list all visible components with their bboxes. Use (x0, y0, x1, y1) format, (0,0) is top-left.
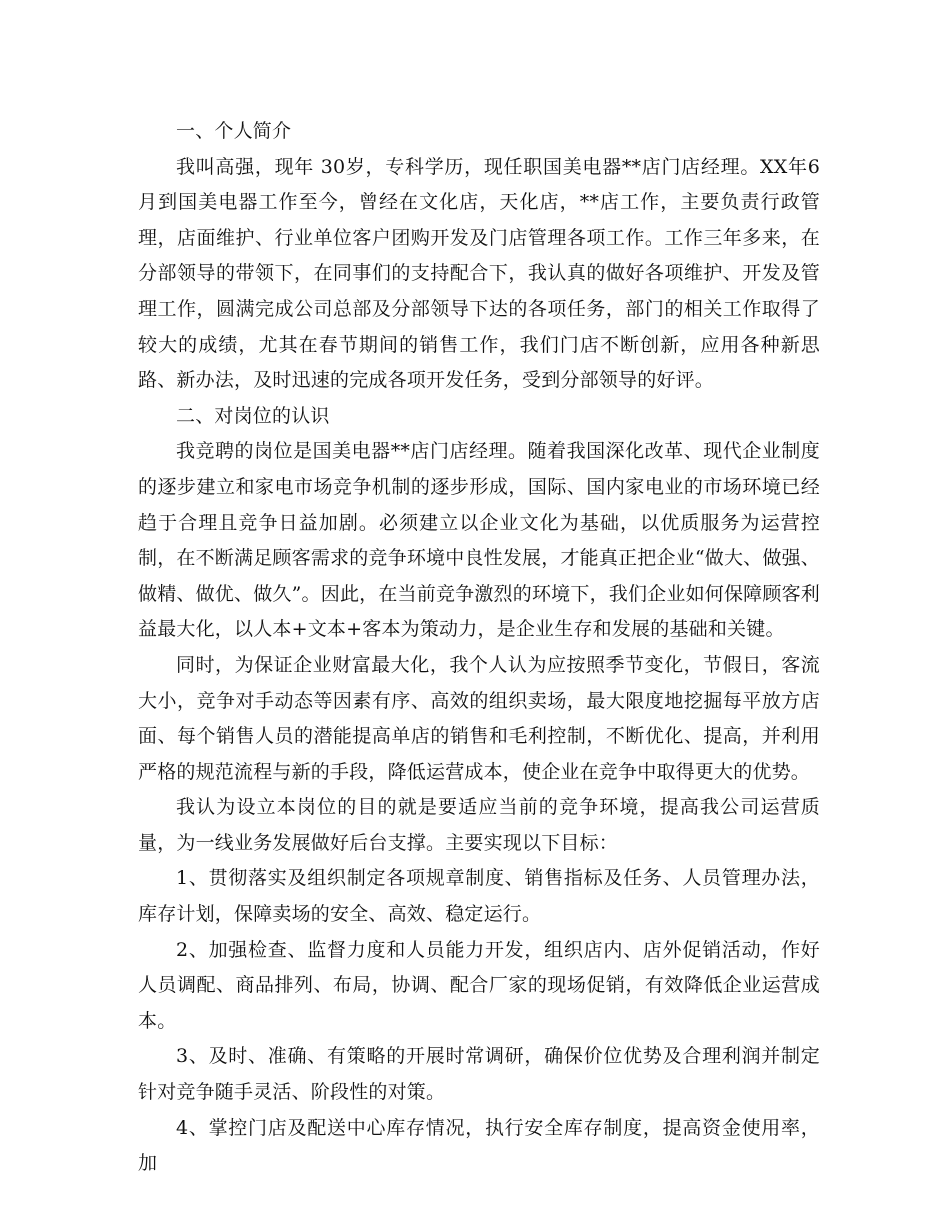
list-item-goal-1: 1、贯彻落实及组织制定各项规章制度、销售指标及任务、人员管理办法，库存计划，保障卖场的安全、高效、稳定运行。 (138, 867, 820, 926)
paragraph-intro: 我叫高强，现年 30岁，专科学历，现任职国美电器**店门店经理。XX年6 月到国美电器工作至今，曾经在文化店，天化店，**店工作，主要负责行政管理，店面维护、行业单位客户团购开发及门店管理各项工作。工作三年多来，在分部领导的带领下，在同事们的支持配合下，我认真的做好各项维护、开发及管理工作，圆满完成公司总部及分部领导下达的各项任务，部门的相关工作取得了较大的成绩，尤其在春节期间的销售工作，我们门店不断创新，应用各种新思路、新办法，及时迅速的完成各项开发任务，受到分部领导的好评。 (138, 155, 820, 392)
paragraph-goals-intro: 我认为设立本岗位的目的就是要适应当前的竞争环境，提高我公司运营质量，为一线业务发展做好后台支撑。主要实现以下目标： (138, 796, 820, 854)
list-item-goal-3: 3、及时、准确、有策略的开展时常调研，确保价位优势及合理利润并制定针对竞争随手灵活、阶段性的对策。 (138, 1045, 820, 1104)
section-heading-intro: 一、个人简介 (176, 120, 292, 142)
list-item-goal-2: 2、加强检查、监督力度和人员能力开发，组织店内、店外促销活动，作好人员调配、商品排列、布局，协调、配合厂家的现场促销，有效降低企业运营成本。 (138, 938, 820, 1032)
paragraph-profit-maximization: 同时，为保证企业财富最大化，我个人认为应按照季节变化，节假日，客流大小，竞争对手动态等因素有序、高效的组织卖场，最大限度地挖掘每平放方店面、每个销售人员的潜能提高单店的销售和毛利控制，不断优化、提高，并利用严格的规范流程与新的手段，降低运营成本，使企业在竞争中取得更大的优势。 (138, 653, 820, 783)
section-heading-role: 二、对岗位的认识 (176, 404, 330, 427)
list-item-goal-4: 4、掌控门店及配送中心库存情况，执行安全库存制度，提高资金使用率，加 (138, 1116, 820, 1175)
paragraph-role-overview: 我竞聘的岗位是国美电器**店门店经理。随着我国深化改革、现代企业制度的逐步建立和家电市场竞争机制的逐步形成，国际、国内家电业的市场环境已经趋于合理且竞争日益加剧。必须建立以企业文化为基础，以优质服务为运营控制，在不断满足顾客需求的竞争环境中良性发展，才能真正把企业“做大、做强、做精、做优、做久”。因此，在当前竞争激烈的环境下，我们企业如何保障顾客利益最大化，以人本+文本+客本为策动力，是企业生存和发展的基础和关键。 (138, 440, 820, 641)
document-body (138, 114, 820, 1182)
